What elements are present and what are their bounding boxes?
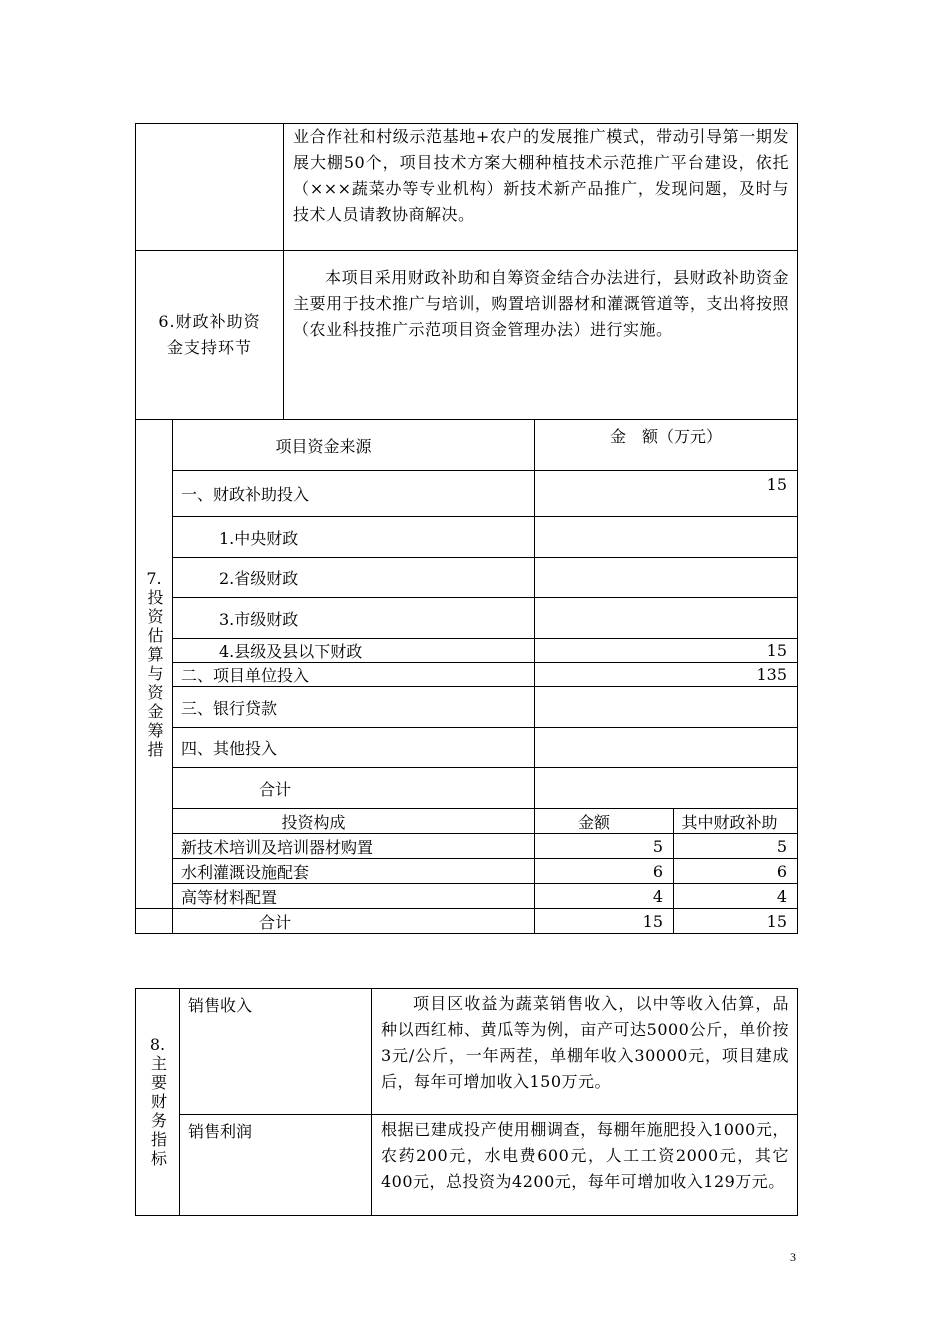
source-row-name [173,598,535,639]
block1-content-cell [284,124,798,251]
page-number: 3 [790,1250,796,1264]
source-name: 1.中央财政 [219,528,299,548]
source-name: 三、银行贷款 [181,698,278,718]
composition-row-subsidy [674,909,798,934]
source-header [173,420,535,471]
source-header-text: 项目资金来源 [275,436,372,456]
sales-income-label-cell [180,989,372,1115]
composition-row-subsidy [674,859,798,884]
composition-name: 合计 [259,912,292,932]
source-row-name [173,768,535,809]
sales-profit-label: 销售利润 [188,1122,253,1141]
source-amount: 15 [766,641,788,660]
block7-label: 投资估算与资金筹措 [145,588,164,760]
composition-row-name [173,909,535,934]
composition-header-text: 金额 [577,812,610,832]
composition-subsidy: 6 [776,861,788,881]
composition-header [535,809,674,834]
source-row-name [173,558,535,598]
source-row-amount [535,768,798,809]
source-row-name [173,663,535,687]
sales-profit-label-cell [180,1115,372,1216]
composition-header [674,809,798,834]
composition-subsidy: 4 [776,886,788,906]
composition-header-text: 投资构成 [281,812,346,832]
block6-label: 6.财政补助资金支持环节 [158,312,261,357]
amount-header-text: 金 额（万元） [610,427,723,446]
main-table [135,123,798,934]
composition-subsidy: 5 [776,836,788,856]
composition-header-text: 其中财政补助 [681,812,778,832]
block6-label-cell [136,251,284,420]
composition-row-amount [535,834,674,859]
composition-row-subsidy [674,834,798,859]
source-row-amount [535,728,798,768]
composition-row-name [173,834,535,859]
source-row-name [173,517,535,558]
composition-amount: 5 [652,836,663,856]
finance-table [135,988,798,1216]
amount-header [535,420,798,471]
composition-row-amount [535,884,674,909]
source-amount: 15 [766,475,788,494]
composition-row-amount [535,859,674,884]
composition-name: 水利灌溉设施配套 [181,862,310,882]
source-name: 四、其他投入 [181,739,278,758]
composition-amount: 4 [652,886,663,906]
block1-text: 业合作社和村级示范基地+农户的发展推广模式，带动引导第一期发展大棚50个，项目技术方案大棚种植技术示范推广平台建设，依托（×××蔬菜办等专业机构）新技术新产品推广，发现问题，及时与技术人员请教协商解决。 [293,127,790,224]
source-name: 4.县级及县以下财政 [219,642,363,661]
source-name: 二、项目单位投入 [181,666,310,685]
source-name: 合计 [259,779,292,799]
block8-label-cell [136,989,180,1216]
composition-header [173,809,535,834]
source-row-amount [535,639,798,663]
block7-label-num: 7. [146,568,162,588]
source-row-amount [535,517,798,558]
source-name: 2.省级财政 [219,569,299,588]
source-row-amount [535,687,798,728]
composition-row-amount [535,909,674,934]
source-name: 一、财政补助投入 [181,485,310,504]
block6-text: 本项目采用财政补助和自筹资金结合办法进行，县财政补助资金主要用于技术推广与培训，购置培训器材和灌溉管道等，支出将按照（农业科技推广示范项目资金管理办法）进行实施。 [293,268,790,339]
sales-income-label: 销售收入 [188,996,253,1015]
composition-name: 高等材料配置 [181,887,278,907]
sales-profit-text-cell [372,1115,798,1216]
source-row-amount [535,471,798,517]
source-row-name [173,639,535,663]
source-amount: 135 [756,665,788,684]
block6-content-cell [284,251,798,420]
source-row-name [173,687,535,728]
source-row-amount [535,598,798,639]
source-row-amount [535,663,798,687]
block1-label-cell [136,124,284,251]
source-row-amount [535,558,798,598]
block8-label-num: 8. [149,1035,166,1054]
sales-profit-text: 根据已建成投产使用棚调查，每棚年施肥投入1000元，农药200元，水电费600元，人工工资2000元，其它400元，总投资为4200元，每年可增加收入129万元。 [381,1120,789,1191]
composition-name: 新技术培训及培训器材购置 [181,837,374,857]
block7-label-cell [136,420,173,909]
composition-row-subsidy [674,884,798,909]
sales-income-text-cell [372,989,798,1115]
composition-subsidy: 15 [766,911,788,931]
source-row-name [173,471,535,517]
composition-row-name [173,859,535,884]
source-row-name [173,728,535,768]
composition-row-name [173,884,535,909]
composition-amount: 15 [642,911,663,931]
source-name: 3.市级财政 [219,609,299,629]
block8-label: 主要财务指标 [148,1055,168,1169]
sales-income-text: 项目区收益为蔬菜销售收入，以中等收入估算，品种以西红柿、黄瓜等为例，亩产可达5000公斤，单价按3元/公斤，一年两茬，单棚年收入30000元，项目建成后，每年可增加收入150万元。 [381,994,789,1091]
composition-amount: 6 [652,861,663,881]
